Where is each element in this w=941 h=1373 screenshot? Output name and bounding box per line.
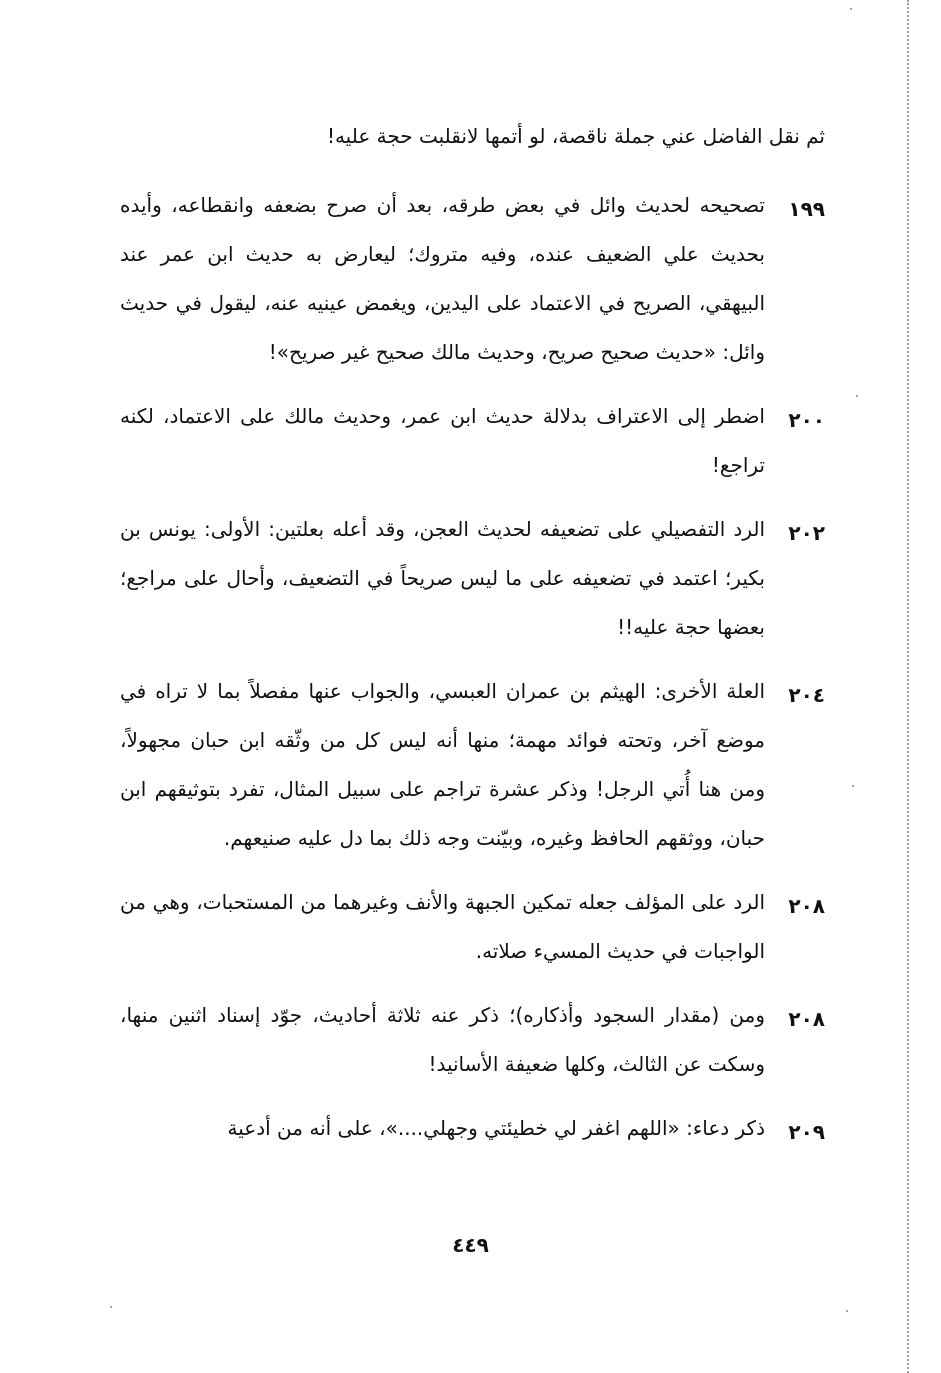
entry-number: ٢٠٢ xyxy=(788,521,825,545)
entry-text: تصحيحه لحديث وائل في بعض طرقه، بعد أن صرح بضعفه وانقطاعه، وأيده بحديث علي الضعيف عنده، وفيه متروك؛ ليعارض به حديث ابن عمر عند البيهقي، الصريح في الاعتماد على اليدين، ويغمض عينيه عنه، ليقول في حديث وائل: «حديث صحيح صريح، وحديث مالك صحيح غير صريح»! xyxy=(120,193,765,364)
entry-number: ٢٠٠ xyxy=(788,408,825,432)
page-body xyxy=(120,112,825,1172)
entry-text-block xyxy=(120,991,765,1089)
entry-text: العلة الأخرى: الهيثم بن عمران العبسي، والجواب عنها مفصلاً بما لا تراه في موضع آخر، وتحته فوائد مهمة؛ منها أنه ليس كل من وثّقه ابن حبان مجهولاً، ومن هنا أُتي الرجل! وذكر عشرة تراجم على سبيل المثال، تفرد بتوثيقهم ابن حبان، ووثقهم الحافظ وغيره، وبيّنت وجه ذلك بما دل عليه صنيعهم. xyxy=(120,679,765,850)
entry-number: ٢٠٩ xyxy=(788,1120,825,1144)
scan-speck xyxy=(850,8,852,10)
intro-paragraph: ثم نقل الفاضل عني جملة ناقصة، لو أتمها لانقلبت حجة عليه! xyxy=(326,124,825,148)
entry-number: ٢٠٨ xyxy=(788,1007,825,1031)
entry-text-block xyxy=(120,667,765,863)
index-entry xyxy=(120,392,825,490)
entry-text: ذكر دعاء: «اللهم اغفر لي خطيئتي وجهلي....»، على أنه من أدعية xyxy=(227,1116,765,1140)
index-entry xyxy=(120,667,825,863)
index-entry xyxy=(120,181,825,377)
entry-text-block xyxy=(120,181,765,377)
scan-speck xyxy=(852,785,854,787)
entry-text: اضطر إلى الاعتراف بدلالة حديث ابن عمر، وحديث مالك على الاعتماد، لكنه تراجع! xyxy=(120,404,765,477)
entry-number: ١٩٩ xyxy=(788,197,825,221)
scan-speck xyxy=(856,395,858,397)
scan-speck xyxy=(846,1310,848,1312)
entry-text: الرد على المؤلف جعله تمكين الجبهة والأنف وغيرهما من المستحبات، وهي من الواجبات في حديث المسيء صلاته. xyxy=(120,890,765,963)
index-entry xyxy=(120,878,825,976)
index-entry xyxy=(120,1104,825,1157)
entry-text-block xyxy=(120,878,765,976)
entry-text-block xyxy=(120,505,765,652)
entry-text: ومن (مقدار السجود وأذكاره)؛ ذكر عنه ثلاثة أحاديث، جوّد إسناد اثنين منها، وسكت عن الثالث، وكلها ضعيفة الأسانيد! xyxy=(120,1003,765,1076)
index-entry xyxy=(120,505,825,652)
entry-number: ٢٠٤ xyxy=(788,683,825,707)
scan-binding-edge xyxy=(907,0,909,1373)
entry-text: الرد التفصيلي على تضعيفه لحديث العجن، وقد أعله بعلتين: الأولى: يونس بن بكير؛ اعتمد في تضعيفه على ما ليس صريحاً في التضعيف، وأحال على مراجع؛ بعضها حجة عليه!! xyxy=(120,517,765,639)
entry-text-block xyxy=(120,392,765,490)
page-number: ٤٤٩ xyxy=(452,1233,489,1257)
index-entry xyxy=(120,991,825,1089)
entry-text-block xyxy=(120,1104,765,1153)
scan-speck xyxy=(110,1306,112,1308)
entry-number: ٢٠٨ xyxy=(788,894,825,918)
